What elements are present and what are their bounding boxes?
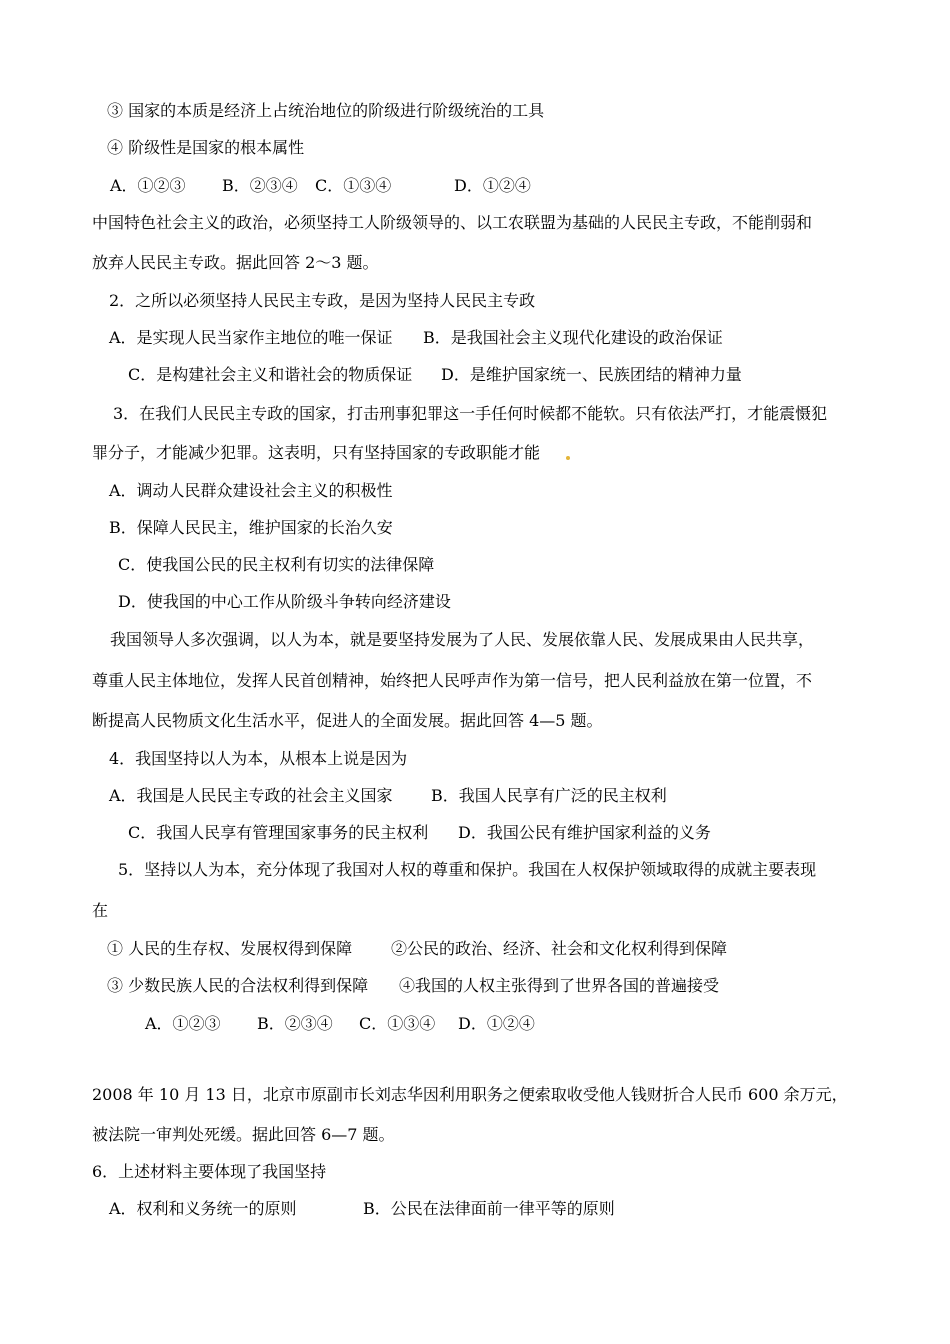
q2-stem: 2．之所以必须坚持人民民主专政，是因为坚持人民民主专政	[109, 291, 536, 310]
q4-option-b: B．我国人民享有广泛的民主权利	[431, 786, 667, 805]
q4-option-d: D．我国公民有维护国家利益的义务	[458, 823, 711, 842]
q5-stem-line-2: 在	[92, 901, 109, 920]
passage-2-line-1: 我国领导人多次强调，以人为本，就是要坚持发展为了人民、发展依靠人民、发展成果由人民共享，	[110, 630, 815, 649]
q1-item-4: ④ 阶级性是国家的根本属性	[107, 138, 305, 157]
q2-option-a: A．是实现人民当家作主地位的唯一保证	[109, 328, 393, 347]
q5-item-4: ④我国的人权主张得到了世界各国的普遍接受	[399, 976, 720, 995]
passage-3-line-2: 被法院一审判处死缓。据此回答 6—7 题。	[92, 1125, 395, 1144]
passage-3-line-1: 2008 年 10 月 13 日，北京市原副市长刘志华因利用职务之便索取收受他人钱财折合人民币 600 余万元，	[92, 1085, 848, 1104]
q3-option-c: C．使我国公民的民主权利有切实的法律保障	[118, 555, 435, 574]
q1-item-3: ③ 国家的本质是经济上占统治地位的阶级进行阶级统治的工具	[107, 101, 545, 120]
q6-stem: 6．上述材料主要体现了我国坚持	[92, 1162, 327, 1181]
q5-item-1: ① 人民的生存权、发展权得到保障	[107, 939, 353, 958]
q3-option-b: B．保障人民民主，维护国家的长治久安	[109, 518, 393, 537]
passage-1-line-2: 放弃人民民主专政。据此回答 2～3 题。	[92, 253, 379, 272]
q5-item-3: ③ 少数民族人民的合法权利得到保障	[107, 976, 369, 995]
q1-option-a: A．①②③	[110, 176, 186, 195]
passage-1-line-1: 中国特色社会主义的政治，必须坚持工人阶级领导的、以工农联盟为基础的人民民主专政，不能削弱和	[92, 213, 813, 232]
q1-option-b: B．②③④	[222, 176, 298, 195]
q3-stem-line-1: 3．在我们人民民主专政的国家，打击刑事犯罪这一手任何时候都不能软。只有依法严打，才能震慑犯	[113, 404, 828, 423]
q4-stem: 4．我国坚持以人为本，从根本上说是因为	[109, 749, 408, 768]
q1-option-c: C．①③④	[315, 176, 392, 195]
q5-option-c: C．①③④	[359, 1014, 436, 1033]
q3-stem-line-2: 罪分子，才能减少犯罪。这表明，只有坚持国家的专政职能才能	[92, 443, 541, 462]
q1-option-d: D．①②④	[454, 176, 531, 195]
q5-option-b: B．②③④	[257, 1014, 333, 1033]
q5-option-a: A．①②③	[145, 1014, 221, 1033]
q4-option-a: A．我国是人民民主专政的社会主义国家	[109, 786, 393, 805]
q6-option-b: B．公民在法律面前一律平等的原则	[363, 1199, 615, 1218]
q2-option-c: C．是构建社会主义和谐社会的物质保证	[128, 365, 413, 384]
q5-option-d: D．①②④	[458, 1014, 535, 1033]
q5-item-2: ②公民的政治、经济、社会和文化权利得到保障	[391, 939, 728, 958]
highlight-dot	[566, 456, 570, 460]
q6-option-a: A．权利和义务统一的原则	[109, 1199, 297, 1218]
q5-stem-line-1: 5．坚持以人为本，充分体现了我国对人权的尊重和保护。我国在人权保护领域取得的成就主要表现	[118, 860, 817, 879]
q3-option-d: D．使我国的中心工作从阶级斗争转向经济建设	[118, 592, 451, 611]
q2-option-b: B．是我国社会主义现代化建设的政治保证	[423, 328, 723, 347]
q4-option-c: C．我国人民享有管理国家事务的民主权利	[128, 823, 429, 842]
q3-option-a: A．调动人民群众建设社会主义的积极性	[109, 481, 393, 500]
passage-2-line-2: 尊重人民主体地位，发挥人民首创精神，始终把人民呼声作为第一信号，把人民利益放在第一位置，不	[92, 671, 813, 690]
passage-2-line-3: 断提高人民物质文化生活水平，促进人的全面发展。据此回答 4—5 题。	[92, 711, 603, 730]
q2-option-d: D．是维护国家统一、民族团结的精神力量	[441, 365, 742, 384]
